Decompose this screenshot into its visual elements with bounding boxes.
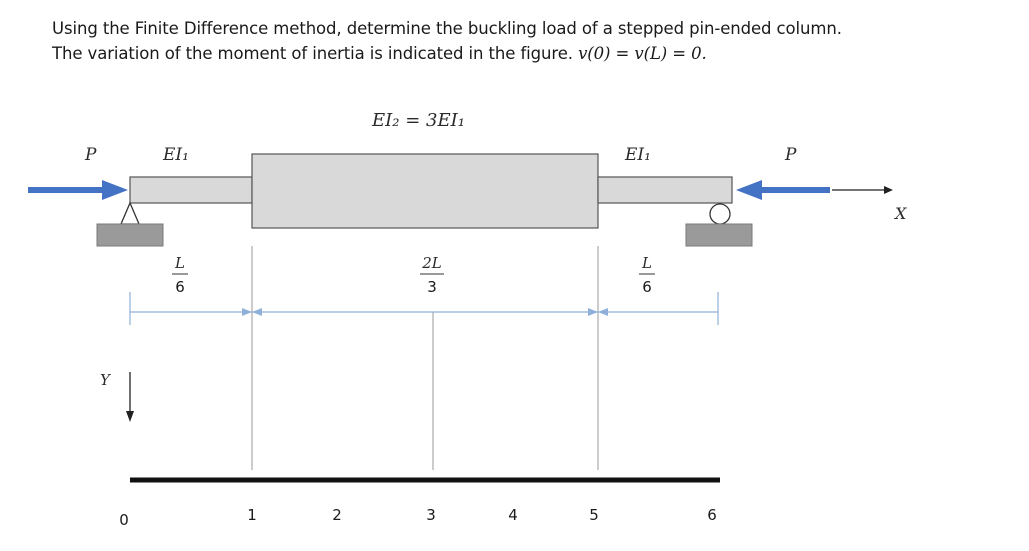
dim-left-denominator: 6 <box>175 278 185 296</box>
load-arrow-left <box>28 180 128 200</box>
x-axis-label: X <box>895 204 907 223</box>
boundary-condition: v(0) = v(L) = 0. <box>578 44 707 63</box>
beam-right-segment <box>598 177 732 203</box>
node-label: 6 <box>707 506 717 524</box>
dim-right-denominator: 6 <box>642 278 652 296</box>
load-left-label: P <box>85 145 97 165</box>
y-axis-arrow <box>126 372 134 422</box>
node-label: 5 <box>589 506 599 524</box>
dim-right-fraction <box>639 254 655 296</box>
node-label: 4 <box>508 506 518 524</box>
node-label: 2 <box>332 506 342 524</box>
load-arrow-right <box>736 180 830 200</box>
dim-right-numerator: L <box>642 254 652 272</box>
problem-line-1: Using the Finite Difference method, determine the buckling load of a stepped pin-ended column. <box>52 19 842 38</box>
beam-left-segment <box>130 177 252 203</box>
problem-line-2-text: The variation of the moment of inertia is indicated in the figure. <box>52 44 573 63</box>
pin-support-left <box>97 203 163 246</box>
stiffness-left-label: EI₁ <box>163 145 189 165</box>
node-label: 0 <box>119 511 129 529</box>
dim-middle-fraction <box>420 254 444 296</box>
dim-left-fraction <box>172 254 188 296</box>
roller-support-right <box>686 204 752 246</box>
dim-middle-denominator: 3 <box>427 278 437 296</box>
dimension-line <box>130 292 718 325</box>
node-label: 3 <box>426 506 436 524</box>
x-axis-arrow <box>832 186 893 194</box>
node-labels <box>119 506 717 529</box>
stiffness-right-label: EI₁ <box>625 145 651 165</box>
beam-middle-segment <box>252 154 598 228</box>
stiffness-middle-label: EI₂ = 3EI₁ <box>372 110 465 131</box>
y-axis-label: Y <box>100 371 110 389</box>
node-label: 1 <box>247 506 257 524</box>
load-right-label: P <box>785 145 797 165</box>
dim-left-numerator: L <box>175 254 185 272</box>
dim-middle-numerator: 2L <box>422 254 442 272</box>
